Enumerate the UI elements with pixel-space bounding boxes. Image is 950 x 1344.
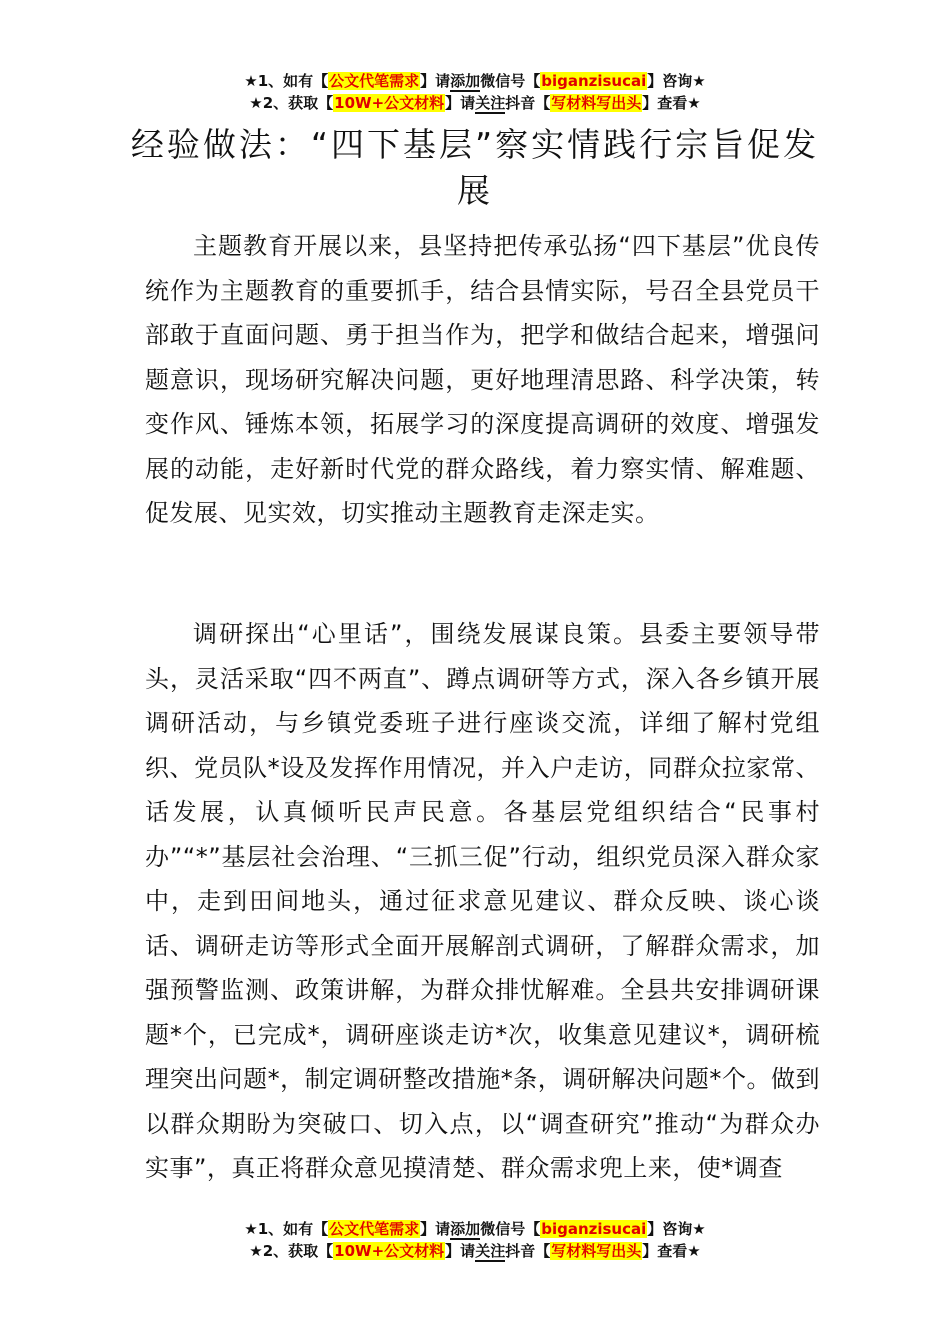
highlight-materials: 10W+公文材料 bbox=[334, 1242, 445, 1260]
promo-text: 】咨询 bbox=[647, 1220, 693, 1238]
promo-text: 1、如有【 bbox=[257, 1220, 329, 1238]
promo-text: 】请 bbox=[420, 1220, 451, 1238]
promo-text-underlined: 添加 bbox=[450, 1220, 481, 1238]
highlight-service: 公文代笔需求 bbox=[329, 1220, 420, 1238]
promo-line-2 bbox=[0, 92, 950, 114]
promo-text: 2、获取【 bbox=[262, 94, 334, 112]
promo-text-underlined: 添加 bbox=[450, 72, 481, 90]
promo-text: 】咨询 bbox=[647, 72, 693, 90]
promo-text: 2、获取【 bbox=[262, 1242, 334, 1260]
star-icon: ★ bbox=[249, 1242, 263, 1260]
highlight-wechat-id: biganzisucai bbox=[541, 1220, 647, 1238]
promo-text: 】查看 bbox=[642, 94, 688, 112]
promo-text: 抖音【 bbox=[505, 94, 551, 112]
promo-line-1 bbox=[0, 70, 950, 92]
star-icon: ★ bbox=[244, 1220, 258, 1238]
promo-text-underlined: 关注 bbox=[475, 94, 506, 112]
promo-text: 】请 bbox=[445, 94, 476, 112]
highlight-materials: 10W+公文材料 bbox=[334, 94, 445, 112]
promo-text: 微信号【 bbox=[480, 72, 541, 90]
star-icon: ★ bbox=[692, 72, 706, 90]
highlight-wechat-id: biganzisucai bbox=[541, 72, 647, 90]
promo-text: 】请 bbox=[445, 1242, 476, 1260]
promo-text-underlined: 关注 bbox=[475, 1242, 506, 1260]
promo-text: 】查看 bbox=[642, 1242, 688, 1260]
paragraph-intro: 主题教育开展以来，县坚持把传承弘扬“四下基层”优良传统作为主题教育的重要抓手，结合县情实际，号召全县党员干部敢于直面问题、勇于担当作为，把学和做结合起来，增强问题意识，现场研究解决问题，更好地理清思路、科学决策，转变作风、锤炼本领，拓展学习的深度提高调研的效度、增强发展的动能，走好新时代党的群众路线，着力察实情、解难题、促发展、见实效，切实推动主题教育走深走实。 bbox=[145, 232, 820, 527]
star-icon: ★ bbox=[244, 72, 258, 90]
highlight-douyin-account: 写材料写出头 bbox=[551, 94, 642, 112]
star-icon: ★ bbox=[692, 1220, 706, 1238]
highlight-service: 公文代笔需求 bbox=[329, 72, 420, 90]
star-icon: ★ bbox=[249, 94, 263, 112]
promo-text: 抖音【 bbox=[505, 1242, 551, 1260]
star-icon: ★ bbox=[687, 1242, 701, 1260]
star-icon: ★ bbox=[687, 94, 701, 112]
promo-banner-bottom bbox=[0, 1218, 950, 1262]
document-title: 经验做法：“四下基层”察实情践行宗旨促发展 bbox=[130, 125, 820, 210]
promo-text: 1、如有【 bbox=[257, 72, 329, 90]
promo-text: 】请 bbox=[420, 72, 451, 90]
promo-line-1 bbox=[0, 1218, 950, 1240]
promo-text: 微信号【 bbox=[480, 1220, 541, 1238]
paragraph-research: 调研探出“心里话”，围绕发展谋良策。县委主要领导带头，灵活采取“四不两直”、蹲点调研等方式，深入各乡镇开展调研活动，与乡镇党委班子进行座谈交流，详细了解村党组织、党员队*设及发挥作用情况，并入户走访，同群众拉家常、话发展，认真倾听民声民意。各基层党组织结合“民事村办”“*”基层社会治理、“三抓三促”行动，组织党员深入群众家中，走到田间地头，通过征求意见建议、群众反映、谈心谈话、调研走访等形式全面开展解剖式调研，了解群众需求，加强预警监测、政策讲解，为群众排忧解难。全县共安排调研课题*个，已完成*，调研座谈走访*次，收集意见建议*，调研梳理突出问题*，制定调研整改措施*条，调研解决问题*个。做到以群众期盼为突破口、切入点，以“调查研究”推动“为群众办实事”，真正将群众意见摸清楚、群众需求兜上来，使*调查 bbox=[145, 620, 820, 1182]
promo-banner-top bbox=[0, 70, 950, 114]
highlight-douyin-account: 写材料写出头 bbox=[551, 1242, 642, 1260]
promo-line-2 bbox=[0, 1240, 950, 1262]
